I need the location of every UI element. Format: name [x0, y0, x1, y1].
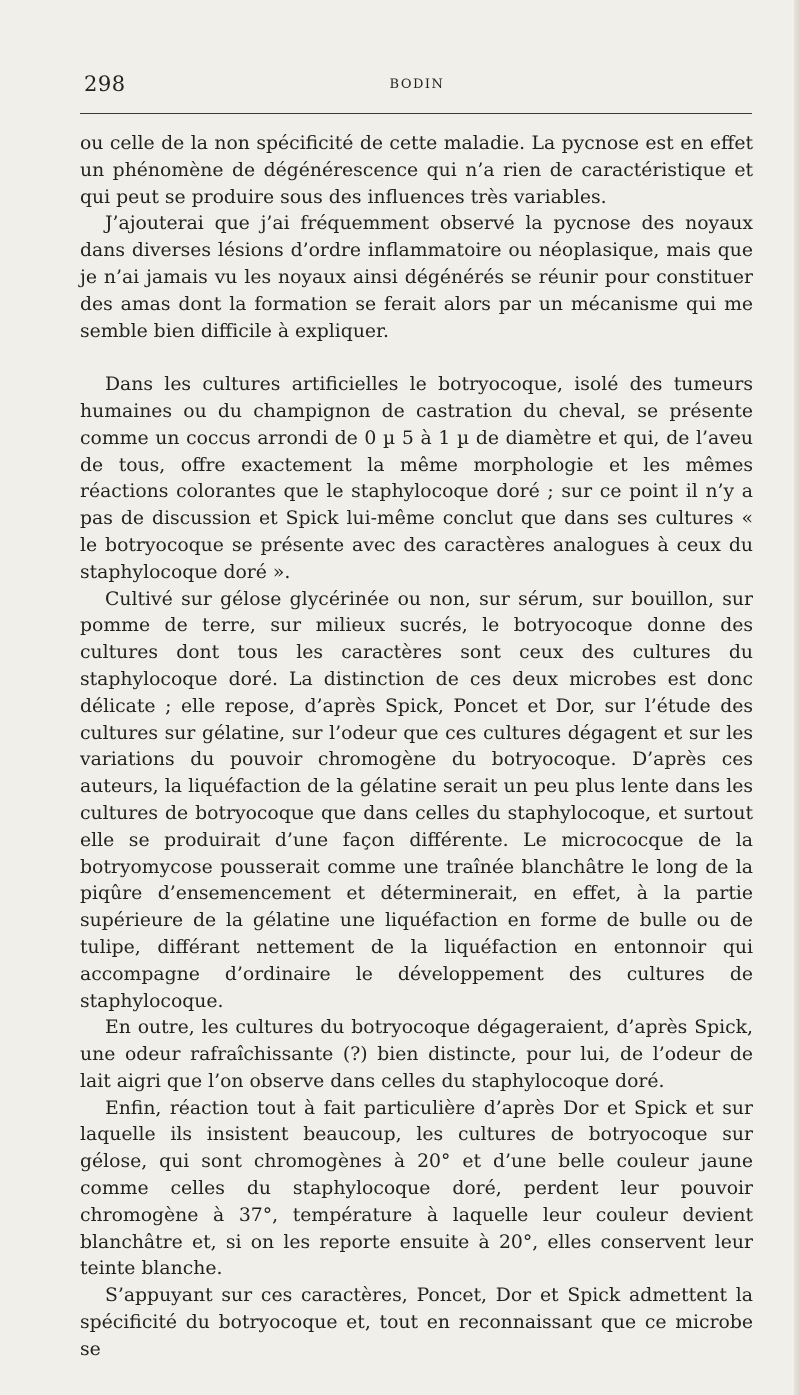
- paragraph-continuation: ou celle de la non spécificité de cette maladie. La pycnose est en effet un phénomène de dégénérescence qui n’a rien de caractéristique et qui peut se produire sous des influences très variables.: [80, 133, 753, 208]
- running-head: BODIN: [389, 77, 445, 92]
- paragraph-cultivation: Cultivé sur gélose glycérinée ou non, sur sérum, sur bouillon, sur pomme de terre, sur milieux sucrés, le botryocoque donne des cultures dont tous les caractères sont ceux des cultures du staphylocoque doré. La distinction de ces deux microbes est donc délicate ; elle repose, d’après Spick, Poncet et Dor, sur l’étude des cultures sur gélatine, sur l’odeur que ces cultures dégagent et sur les variations du pouvoir chromogène du botryocoque. D’après ces auteurs, la liquéfaction de la gélatine serait un peu plus lente dans les cultures de botryocoque que dans celles du staphylocoque, et surtout elle se produirait d’une façon différente. Le micrococque de la botryomycose pousserait comme une traînée blanchâtre le long de la piqûre d’ensemencement et déterminerait, en effet, à la partie supérieure de la gélatine une liquéfaction en forme de bulle ou de tulipe, différant nettement de la liquéfaction en entonnoir qui accompagne d’ordinaire le développement des cultures de staphylocoque.: [80, 588, 753, 1012]
- paragraph-pycnose: J’ajouterai que j’ai fréquemment observé la pycnose des noyaux dans diverses lésions d’ordre inflammatoire ou néoplasique, mais que je n’ai jamais vu les noyaux ainsi dégénérés se réunir pour constituer des amas dont la formation se ferait alors par un mécanisme qui me semble bien difficile à expliquer.: [80, 213, 753, 342]
- paragraph-chromogene: Enfin, réaction tout à fait particulière d’après Dor et Spick et sur laquelle ils insistent beaucoup, les cultures de botryocoque sur gélose, qui sont chromogènes à 20° et d’une belle couleur jaune comme celles du staphylocoque doré, perdent leur pouvoir chromogène à 37°, température à laquelle leur couleur devient blanchâtre et, si on les reporte ensuite à 20°, elles conservent leur teinte blanche.: [80, 1097, 753, 1280]
- body-text: [80, 131, 753, 1364]
- header-rule: [80, 113, 752, 114]
- page-header: [82, 70, 752, 110]
- paragraph-specificite: S’appuyant sur ces caractères, Poncet, Dor et Spick admettent la spécificité du botryocoque et, tout en reconnaissant que ce microbe se: [80, 1285, 753, 1360]
- page-number: 298: [84, 72, 126, 96]
- paragraph-odeur: En outre, les cultures du botryocoque dégageraient, d’après Spick, une odeur rafraîchissante (?) bien distincte, pour lui, de l’odeur de lait aigri que l’on observe dans celles du staphylocoque doré.: [80, 1017, 753, 1092]
- paragraph-cultures: Dans les cultures artificielles le botryocoque, isolé des tumeurs humaines ou du champignon de castration du cheval, se présente comme un coccus arrondi de 0 µ 5 à 1 µ de diamètre et qui, de l’aveu de tous, offre exactement la même morphologie et les mêmes réactions colorantes que le staphylocoque doré ; sur ce point il n’y a pas de discussion et Spick lui-même conclut que dans ses cultures « le botryocoque se présente avec des caractères analogues à ceux du staphylocoque doré ».: [80, 374, 753, 583]
- page-edge: [794, 0, 800, 1395]
